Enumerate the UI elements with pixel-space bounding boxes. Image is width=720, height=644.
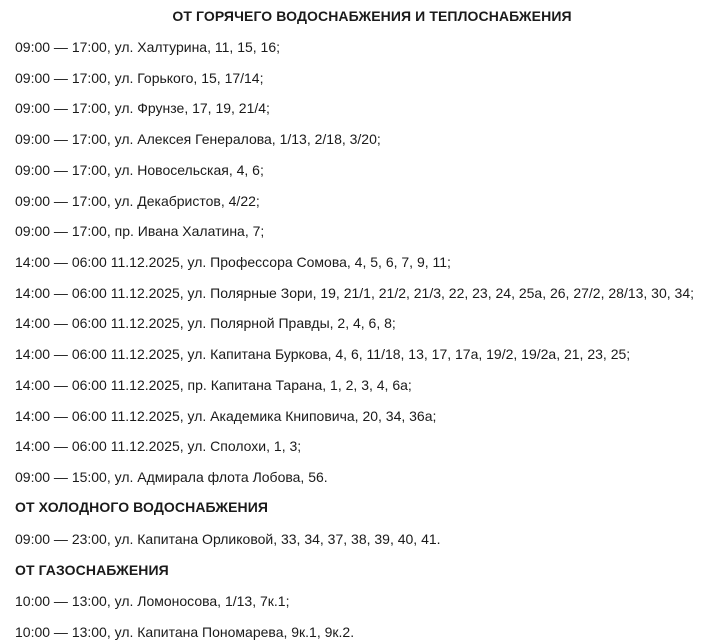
list-item: 09:00 — 17:00, ул. Алексея Генералова, 1/13, 2/18, 3/20; <box>15 131 381 147</box>
list-item: 09:00 — 17:00, ул. Новосельская, 4, 6; <box>15 162 264 178</box>
list-item: 14:00 — 06:00 11.12.2025, пр. Капитана Тарана, 1, 2, 3, 4, 6а; <box>15 377 412 393</box>
section-heading-hot-water: ОТ ГОРЯЧЕГО ВОДОСНАБЖЕНИЯ И ТЕПЛОСНАБЖЕНИЯ <box>172 8 572 24</box>
list-item: 14:00 — 06:00 11.12.2025, ул. Капитана Буркова, 4, 6, 11/18, 13, 17, 17а, 19/2, 19/2а, 21, 23, 25; <box>15 346 631 362</box>
list-item: 09:00 — 17:00, ул. Горького, 15, 17/14; <box>15 70 264 86</box>
list-item: 09:00 — 17:00, пр. Ивана Халатина, 7; <box>15 223 265 239</box>
list-item: 10:00 — 13:00, ул. Капитана Пономарева, 9к.1, 9к.2. <box>15 624 355 640</box>
section-heading-cold-water: ОТ ХОЛОДНОГО ВОДОСНАБЖЕНИЯ <box>15 499 269 515</box>
list-item: 14:00 — 06:00 11.12.2025, ул. Академика Книповича, 20, 34, 36а; <box>15 408 437 424</box>
list-item: 14:00 — 06:00 11.12.2025, ул. Полярной Правды, 2, 4, 6, 8; <box>15 315 396 331</box>
section-heading-gas: ОТ ГАЗОСНАБЖЕНИЯ <box>15 562 169 578</box>
list-item: 09:00 — 23:00, ул. Капитана Орликовой, 33, 34, 37, 38, 39, 40, 41. <box>15 531 441 547</box>
list-item: 14:00 — 06:00 11.12.2025, ул. Профессора Сомова, 4, 5, 6, 7, 9, 11; <box>15 254 451 270</box>
list-item: 09:00 — 15:00, ул. Адмирала флота Лобова, 56. <box>15 469 328 485</box>
list-item: 09:00 — 17:00, ул. Фрунзе, 17, 19, 21/4; <box>15 100 270 116</box>
list-item: 14:00 — 06:00 11.12.2025, ул. Сполохи, 1, 3; <box>15 438 302 454</box>
list-item: 14:00 — 06:00 11.12.2025, ул. Полярные Зори, 19, 21/1, 21/2, 21/3, 22, 23, 24, 25а, 26, 27/2, 28/13, 30, 34; <box>15 285 694 301</box>
list-item: 09:00 — 17:00, ул. Халтурина, 11, 15, 16; <box>15 39 281 55</box>
list-item: 09:00 — 17:00, ул. Декабристов, 4/22; <box>15 193 260 209</box>
list-item: 10:00 — 13:00, ул. Ломоносова, 1/13, 7к.1; <box>15 593 290 609</box>
